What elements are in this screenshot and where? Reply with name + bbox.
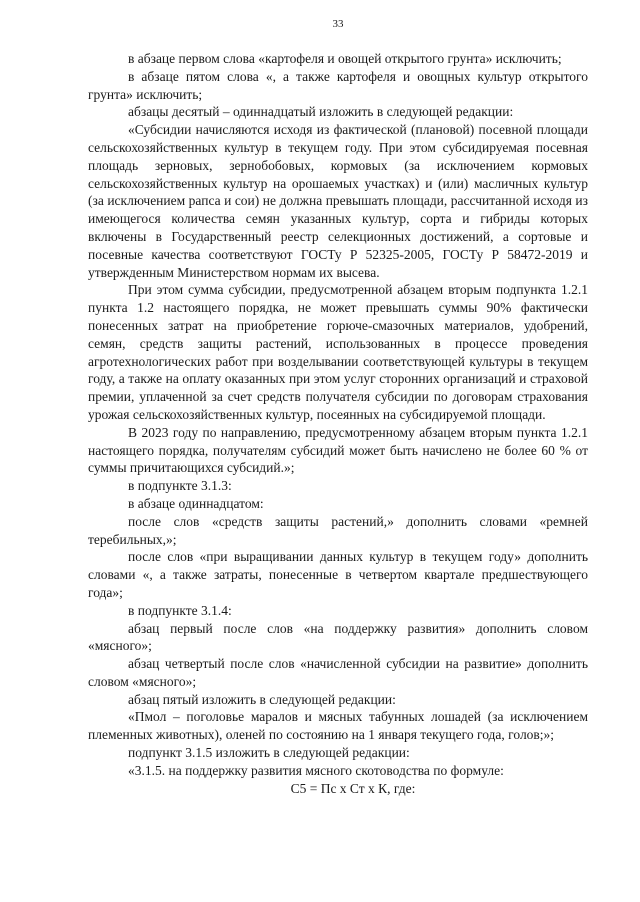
paragraph-5: При этом сумма субсидии, предусмотренной абзацем вторым подпункта 1.2.1 пункта 1.2 настоящего порядка, не может превышать суммы 90% фактически понесенных затрат на приобретение горюче-смазочных материалов, удобрений, семян, средств защиты растений, использованных в процессе проведения агротехнологических работ при возделывании соответствующей культуры в текущем году, а также на оплату оказанных при этом услуг сторонних организаций и страховой премии, уплаченной за счет средств получателя субсидии по договорам страхования урожая сельскохозяйственных культур, посеянных на субсидируемой площади.: [88, 282, 588, 422]
paragraph-16: подпункт 3.1.5 изложить в следующей редакции:: [128, 745, 410, 761]
document-body: [88, 50, 588, 797]
page-number: 33: [332, 18, 344, 30]
paragraph-17: «3.1.5. на поддержку развития мясного скотоводства по формуле:: [128, 762, 504, 778]
formula: С5 = Пс х Ст х К, где:: [290, 780, 416, 796]
paragraph-9: после слов «средств защиты растений,» дополнить словами «ремней теребильных,»;: [88, 513, 588, 547]
paragraph-14: абзац пятый изложить в следующей редакции:: [128, 691, 396, 707]
paragraph-10: после слов «при выращивании данных культур в текущем году» дополнить словами «, а также затраты, понесенные в четвертом квартале предшествующего года»;: [88, 549, 588, 600]
paragraph-2: в абзаце пятом слова «, а также картофеля и овощных культур открытого грунта» исключить;: [88, 68, 588, 102]
paragraph-3: абзацы десятый – одиннадцатый изложить в следующей редакции:: [128, 104, 514, 120]
paragraph-13: абзац четвертый после слов «начисленной субсидии на развитие» дополнить словом «мясного»;: [88, 656, 588, 689]
paragraph-12: абзац первый после слов «на поддержку развития» дополнить словом «мясного»;: [88, 620, 588, 654]
paragraph-7: в подпункте 3.1.3:: [128, 478, 232, 494]
paragraph-6: В 2023 году по направлению, предусмотренному абзацем вторым пункта 1.2.1 настоящего порядка, получателям субсидий может быть начислено не более 60 % от суммы причитающихся субсидий.»;: [88, 424, 588, 476]
paragraph-11: в подпункте 3.1.4:: [128, 602, 232, 618]
paragraph-4: «Субсидии начисляются исходя из фактической (плановой) посевной площади сельскохозяйственных культур в текущем году. При этом субсидируемая посевная площадь зерновых, зернобобовых, кормовых (за исключением кормовых сельскохозяйственных культур на орошаемых участках) и (или) масличных культур (за исключением рапса и сои) не должна превышать площади, рассчитанной исходя из имеющегося количества семян указанных культур, сорта и гибриды которых включены в Государственный реестр селекционных достижений, а сортовые и посевные качества соответствуют ГОСТу Р 52325-2005, ГОСТу Р 58472-2019 и утвержденным Министерством нормам их высева.: [88, 122, 588, 280]
paragraph-8: в абзаце одиннадцатом:: [128, 495, 264, 511]
paragraph-1: в абзаце первом слова «картофеля и овощей открытого грунта» исключить;: [128, 51, 562, 66]
paragraph-15: «Пмол – поголовье маралов и мясных табунных лошадей (за исключением племенных животных), оленей по состоянию на 1 января текущего года, голов;»;: [88, 709, 588, 743]
